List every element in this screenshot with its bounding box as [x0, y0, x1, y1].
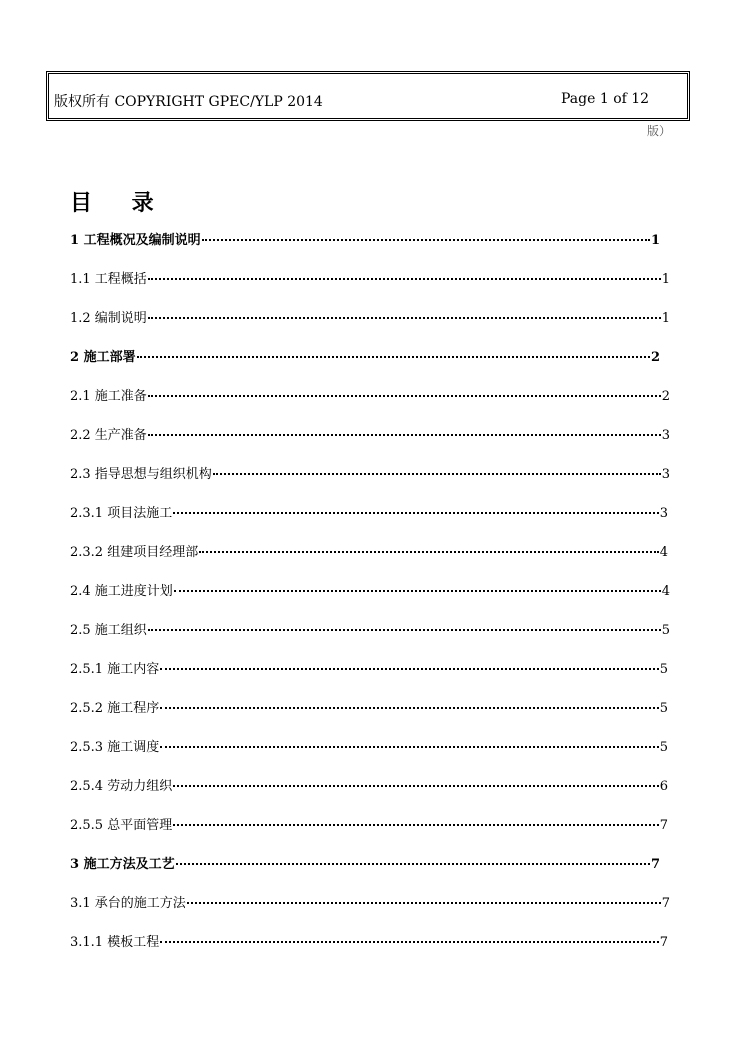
toc-dot-leader	[173, 784, 659, 787]
toc-entry-page: 5	[659, 740, 668, 755]
toc-entry-label: 3 施工方法及工艺	[70, 857, 175, 872]
toc-dot-leader	[148, 394, 661, 397]
toc-entry-label: 2.5.2 施工程序	[70, 701, 160, 716]
toc-entry[interactable]	[70, 892, 670, 912]
toc-title: 目 录	[70, 191, 170, 216]
toc-entry-label: 1.2 编制说明	[70, 311, 147, 326]
toc-entry-label: 3.1 承台的施工方法	[70, 896, 186, 911]
toc-dot-leader	[202, 238, 650, 241]
toc-entry[interactable]	[70, 658, 668, 678]
toc-dot-leader	[174, 589, 661, 592]
toc-entry[interactable]	[70, 307, 670, 327]
toc-entry[interactable]	[70, 463, 670, 483]
toc-entry-label: 3.1.1 模板工程	[70, 935, 160, 950]
toc-entry[interactable]	[70, 346, 660, 366]
toc-dot-leader	[213, 472, 661, 475]
toc-dot-leader	[173, 511, 659, 514]
toc-entry[interactable]	[70, 736, 668, 756]
toc-entry[interactable]	[70, 619, 670, 639]
toc-entry[interactable]	[70, 268, 670, 288]
toc-entry[interactable]	[70, 931, 668, 951]
toc-dot-leader	[148, 628, 661, 631]
toc-entry-label: 2.4 施工进度计划	[70, 584, 173, 599]
toc-entry[interactable]	[70, 853, 660, 873]
toc-entry-page: 6	[659, 779, 668, 794]
toc-dot-leader	[148, 277, 661, 280]
toc-entry[interactable]	[70, 424, 670, 444]
toc-entry[interactable]	[70, 580, 670, 600]
page-number: Page 1 of 12	[561, 91, 650, 107]
toc-entry-page: 2	[661, 389, 670, 404]
copyright-text: 版权所有 COPYRIGHT GPEC/YLP 2014	[54, 94, 323, 110]
toc-dot-leader	[160, 667, 659, 670]
toc-entry-label: 2.3 指导思想与组织机构	[70, 467, 212, 482]
toc-entry[interactable]	[70, 697, 668, 717]
toc-dot-leader	[176, 862, 650, 865]
toc-dot-leader	[160, 706, 659, 709]
toc-entry[interactable]	[70, 814, 668, 834]
toc-dot-leader	[160, 745, 659, 748]
toc-entry-page: 4	[659, 545, 668, 560]
toc-entry-page: 1	[650, 233, 660, 248]
toc-entry-label: 1 工程概况及编制说明	[70, 233, 201, 248]
toc-entry-label: 2 施工部署	[70, 350, 136, 365]
page-header	[46, 71, 690, 121]
toc-entry[interactable]	[70, 775, 668, 795]
toc-entry-page: 4	[661, 584, 670, 599]
toc-entry[interactable]	[70, 541, 668, 561]
toc-entry-label: 2.3.2 组建项目经理部	[70, 545, 199, 560]
toc-entry-label: 2.1 施工准备	[70, 389, 147, 404]
toc-dot-leader	[137, 355, 650, 358]
toc-entry-label: 2.5.4 劳动力组织	[70, 779, 173, 794]
toc-dot-leader	[173, 823, 659, 826]
toc-entry-page: 7	[661, 896, 670, 911]
toc-entry-label: 1.1 工程概括	[70, 272, 147, 287]
toc-entry-page: 3	[661, 467, 670, 482]
toc-entry-label: 2.3.1 项目法施工	[70, 506, 173, 521]
toc-dot-leader	[148, 316, 661, 319]
toc-dot-leader	[160, 940, 659, 943]
toc-dot-leader	[199, 550, 659, 553]
toc-entry-label: 2.2 生产准备	[70, 428, 147, 443]
toc-entry-label: 2.5.5 总平面管理	[70, 818, 173, 833]
toc-entry-page: 7	[659, 935, 668, 950]
toc-entry-page: 7	[659, 818, 668, 833]
toc-entry[interactable]	[70, 229, 660, 249]
edition-fragment: 版）	[647, 124, 672, 138]
toc-entry-page: 5	[659, 662, 668, 677]
toc-entry-page: 2	[650, 350, 660, 365]
toc-dot-leader	[187, 901, 661, 904]
toc-entry-page: 1	[661, 311, 670, 326]
toc-entry[interactable]	[70, 385, 670, 405]
toc-entry[interactable]	[70, 502, 668, 522]
toc-entry-page: 5	[659, 701, 668, 716]
toc-entry-page: 3	[659, 506, 668, 521]
toc-entry-page: 5	[661, 623, 670, 638]
toc-entry-page: 1	[661, 272, 670, 287]
toc-entry-label: 2.5 施工组织	[70, 623, 147, 638]
toc-entry-label: 2.5.1 施工内容	[70, 662, 160, 677]
toc-entry-label: 2.5.3 施工调度	[70, 740, 160, 755]
toc-entry-page: 3	[661, 428, 670, 443]
toc-entry-page: 7	[650, 857, 660, 872]
toc-dot-leader	[148, 433, 661, 436]
